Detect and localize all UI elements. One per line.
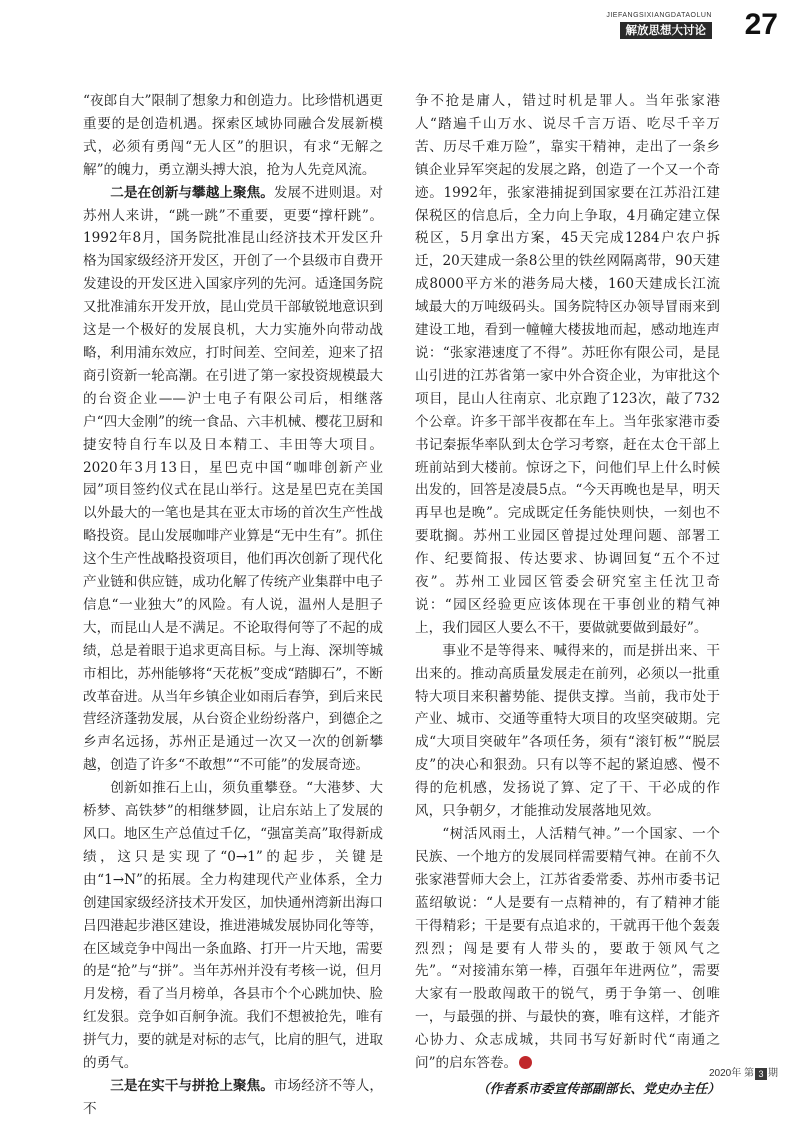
section-lead: 三是在实干与拼抢上聚焦。 [110, 1077, 274, 1094]
right-column [415, 90, 720, 1102]
paragraph: 三是在实干与拼抢上聚焦。市场经济不等人，不 [83, 1077, 384, 1117]
footer-qi: 期 [768, 1068, 778, 1079]
column-title: 解放思想大讨论 [620, 22, 713, 39]
paragraph: “树活风雨土，人活精气神。”一个国家、一个民族、一个地方的发展同样需要精气神。在前不久张家港誓师大会上，江苏省委常委、苏州市委书记蓝绍敏说：“人是要有一点精神的，有了精神才能干得精彩；干是要有点追求的，干就再干他个轰轰烈烈；闯是要有人带头的，要敢于领风气之先”。“对接浦东第一棒，百强年年进两位”，需要大家有一股敢闯敢干的锐气，勇于争第一、创唯一，与最强的拼、与最快的赛，唯有这样，才能齐心协力、众志成城，共同书写好新时代“南通之问”的启东答卷。 [415, 826, 720, 1072]
left-column [83, 90, 383, 1121]
footer-year: 2020年 [708, 1068, 742, 1079]
paragraph: 创新如推石上山，须负重攀登。“大港梦、大桥梦、高铁梦”的相继梦圆，让启东站上了发展的风口。地区生产总值过千亿，“强富美高”取得新成绩，这只是实现了“0→1”的起步，关键是由“1→N”的拓展。全力构建现代产业体系，全力创建国家级经济技术开发区，加快通州湾新出海口吕四港起步港区建设，推进港城发展协同化等等，在区域竞争中闯出一条血路、打开一片天地，需要的是“抢”与“拼”。当年苏州并没有考核一说，但月月发榜，看了当月榜单，各县市个个心跳加快、脸红发狠。竞争如百舸争流。我们不想被抢先，唯有拼气力，要的就是对标的志气，比肩的胆气，进取的勇气。 [83, 780, 383, 1072]
section-lead: 二是在创新与攀越上聚焦。 [110, 184, 274, 201]
issue-number: 3 [755, 1068, 767, 1080]
paragraph: “夜郎自大”限制了想象力和创造力。比珍惜机遇更重要的是创造机遇。探索区域协同融合发展新模式，必须有勇闯“无人区”的胆识，有求“无解之解”的魄力，勇立潮头搏大浪，抢为人先竞风流。 [83, 93, 383, 178]
paragraph: 二是在创新与攀越上聚焦。发展不进则退。对苏州人来讲，“跳一跳”不重要，更要“撑杆跳”。1992年8月，国务院批准昆山经济技术开发区升格为国家级经济开发区，开创了一个县级市自费开发建设的开发区进入国家序列的先河。适逢国务院又批准浦东开发开放，昆山党员干部敏锐地意识到这是一个极好的发展良机，大力实施外向带动战略，利用浦东效应，打时间差、空间差，迎来了招商引资新一轮高潮。在引进了第一家投资规模最大的台资企业——沪士电子有限公司后，相继落户“四大金刚”的统一食品、六丰机械、樱花卫厨和捷安特自行车以及日本精工、丰田等大项目。2020年3月13日，星巴克中国“咖啡创新产业园”项目签约仪式在昆山举行。这是星巴克在美国以外最大的一笔也是其在亚太市场的首次生产性战略投资。昆山发展咖啡产业算是“无中生有”。抓住这个生产性战略投资项目，他们再次创新了现代化产业链和供应链，成功化解了传统产业集群中电子信息“一业独大”的风险。有人说，温州人是胆子大，而昆山人是不满足。不论取得何等了不起的成绩，总是着眼于追求更高目标。与上海、深圳等城市相比，苏州能够将“天花板”变成“踏脚石”，不断改革奋进。从当年乡镇企业如雨后春笋，到后来民营经济蓬勃发展，从台资企业纷纷落户，到德企之乡声名远扬，苏州正是通过一次又一次的创新攀越，创造了许多“不敢想”“不可能”的发展奇迹。 [83, 184, 384, 774]
page-number: 27 [744, 8, 778, 41]
footer-di: 第 [744, 1068, 754, 1079]
paragraph: 争不抢是庸人，错过时机是罪人。当年张家港人“踏遍千山万水、说尽千言万语、吃尽千辛万苦、历尽千难万险”，靠实干精神，走出了一条乡镇企业异军突起的发展之路，创造了一个又一个奇迹。1992年，张家港捕捉到国家要在江苏沿江建保税区的信息后，全力向上争取，4月确定建立保税区，5月拿出方案，45天完成1284户农户拆迁，20天建成一条8公里的铁丝网隔离带，90天建成8000平方米的港务局大楼，160天建成长江流域最大的万吨级码头。国务院特区办领导冒雨来到建设工地，看到一幢幢大楼拔地而起，感动地连声说：“张家港速度了不得”。苏旺你有限公司，是昆山引进的江苏省第一家中外合资企业，为审批这个项目，昆山人往南京、北京跑了123次，敲了732个公章。许多干部半夜都在车上。当年张家港市委书记秦振华率队到太仓学习考察，赶在太仓干部上班前站到大楼前。惊讶之下，问他们早上什么时候出发的，回答是凌晨5点。“今天再晚也是早，明天再早也是晚”。完成既定任务能快则快，一刻也不要耽搁。苏州工业园区曾提过处理问题、部署工作、纪要简报、传达要求、协调回复“五个不过夜”。苏州工业园区管委会研究室主任沈卫奇说：“园区经验更应该体现在干事创业的精气神上，我们园区人要么不干，要做就要做到最好”。 [415, 93, 720, 636]
page-footer [709, 1064, 778, 1080]
paragraph: 事业不是等得来、喊得来的，而是拼出来、干出来的。推动高质量发展走在前列，必须以一批重特大项目来积蓄势能、提供支撑。当前，我市处于产业、城市、交通等重特大项目的攻坚突破期。完成“大项目突破年”各项任务，须有“滚钉板”“脱层皮”的决心和狠劲。只有以等不起的紧迫感、慢不得的危机感，发扬说了算、定了干、干必成的作风，只争朝夕，才能推动发展落地见效。 [415, 642, 720, 820]
header-latin-title: JIEFANGSIXIANGDATAOLUN [606, 12, 712, 19]
end-mark-icon [519, 1056, 532, 1069]
page-header [538, 8, 778, 41]
author-byline: （作者系市委宣传部副部长、党史办主任） [476, 1081, 720, 1097]
